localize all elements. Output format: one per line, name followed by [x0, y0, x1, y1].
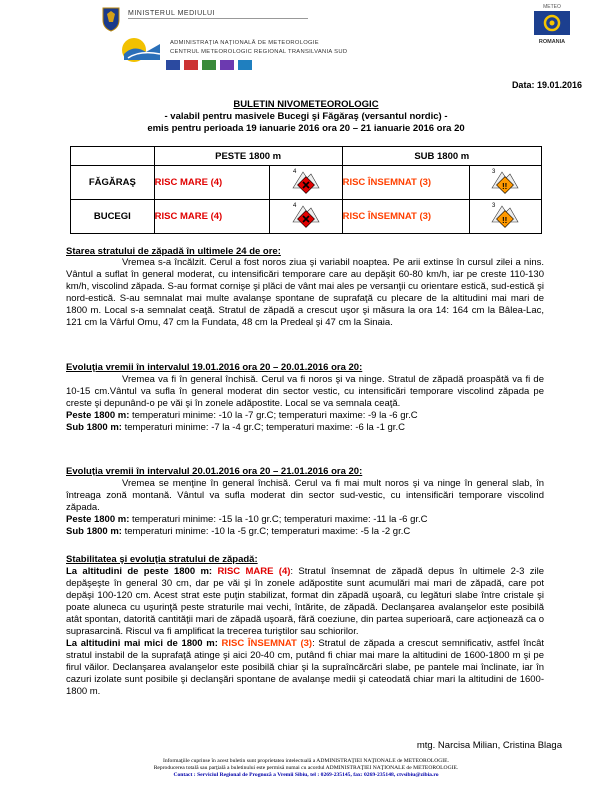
svg-text:3: 3: [492, 203, 496, 209]
svg-text:4: 4: [292, 203, 297, 209]
partner-logo-icon: [220, 60, 234, 70]
ministry-name: MINISTERUL MEDIULUI: [128, 10, 216, 17]
anm-logo-icon: [120, 34, 162, 66]
risk-icon-cell: [469, 166, 541, 200]
svg-text:4: 4: [292, 169, 297, 175]
col-below-1800: SUB 1800 m: [342, 147, 541, 166]
massif-fagaras: FĂGĂRAŞ: [71, 166, 155, 200]
snow-state-paragraph: Vremea s-a încălzit. Cerul a fost noros ziua şi variabil noaptea. Pe arii extinse în cursul zilei a nins. Vântul a suflat în general moderat, cu intensificări temporare care au depăşit 60-80 km/h, iar pe creste 110-130 km/h, viscolind zăpada. S-au format cornişe şi plăci de vânt mai ales pe versanţii cu orientare estică, sud-estică şi nord-estică. S-au semnalat mai multe avalanşe spontane de suprafaţă cu plecare de la altitudini mai mari de 1800 m. Local s-a semnalat ceaţă. Stratul de zăpadă a crescut uşor şi măsura la ora 14: 164 cm la Bâlea-Lac, 121 cm la Vârful Omu, 47 cm la Fundata, 48 cm la Predeal şi 47 cm la Sinaia.: [66, 257, 544, 328]
section-snow-state-heading: Starea stratului de zăpadă în ultimele 24 de ore:: [66, 246, 281, 257]
footer: [0, 758, 612, 779]
romania-label: ROMANIA: [538, 39, 566, 45]
partner-logos: [166, 60, 252, 70]
massif-bucegi: BUCEGI: [71, 200, 155, 234]
altitude-label: Sub 1800 m:: [66, 422, 122, 433]
temperature-range: temperaturi minime: -10 la -7 gr.C; temperaturi maxime: -9 la -6 gr.C: [129, 410, 418, 421]
section-snow-state-text: [66, 257, 544, 329]
temperature-range: temperaturi minime: -15 la -10 gr.C; temperaturi maxime: -11 la -6 gr.C: [129, 514, 428, 525]
svg-text:!!: !!: [502, 216, 508, 225]
risk-level-above: RISC MARE (4): [154, 166, 270, 200]
section-forecast-2-heading: Evoluţia vremii în intervalul 20.01.2016 ora 20 – 21.01.2016 ora 20:: [66, 466, 363, 477]
signature: mtg. Narcisa Milian, Cristina Blaga: [416, 740, 562, 751]
avalanche-risk-3-icon: [490, 200, 520, 230]
svg-text:!!: !!: [502, 182, 508, 191]
header-logos: [100, 4, 460, 82]
forecast-1-paragraph: Vremea va fi în general închisă. Cerul va fi noros şi va ninge. Stratul de zăpadă proaspătă va fi de 10-15 cm.Vântul va sufla în general moderat din sector vestic, cu intensificări temporare viscolind zăpada pe creste şi depunând-o pe văi şi în zonele adăpostite. Local se va semnala ceaţă.: [66, 374, 544, 409]
table-row: [71, 166, 542, 200]
meteo-romania-icon: [533, 10, 571, 36]
avalanche-risk-3-icon: [490, 166, 520, 196]
temperature-range: temperaturi minime: -10 la -5 gr.C; temperaturi maxime: -5 la -2 gr.C: [121, 526, 411, 537]
footer-contact: Contact : Serviciul Regional de Prognoză a Vremii Sibiu, tel : 0269-235145, fax: 0269-235148, ctvsibiu@zibia.ro: [173, 772, 439, 778]
altitude-label: La altitudini de peste 1800 m:: [66, 566, 213, 577]
risk-icon-cell: [270, 166, 342, 200]
altitude-label: Peste 1800 m:: [66, 514, 130, 525]
bulletin-subtitle: - valabil pentru masivele Bucegi şi Făgăraş (versantul nordic) -: [164, 111, 448, 122]
regional-center-name: CENTRUL METEOROLOGIC REGIONAL TRANSILVANIA SUD: [170, 49, 348, 55]
risk-badge-high: RISC MARE (4): [217, 566, 291, 577]
bulletin-period: emis pentru perioada 19 ianuarie 2016 ora 20 – 21 ianuarie 2016 ora 20: [147, 123, 465, 134]
stability-above: [66, 566, 544, 638]
meteo-caption: METEO: [543, 4, 561, 10]
stability-below: [66, 638, 544, 698]
section-forecast-1-text: [66, 374, 544, 434]
stability-below-text: : Stratul de zăpada a crescut semnificativ, astfel încât stratul instabil de la suprafaţă atinge şi aici 20-40 cm, putând fi chiar mai mare la altitudini de 1600-1800 m şi pe firul văilor. Declanşarea avalanşelor este posibilă chiar şi la supraîncărcări slabe, pe pantele mai înclinate, iar în cazuri izolate sunt posibile şi declanşări spontane de avalanşe medii şi cateodată chiar mari la altitudini de 1600-1800 m.: [66, 638, 544, 697]
avalanche-risk-4-icon: [291, 166, 321, 196]
forecast-2-paragraph: Vremea se menţine în general închisă. Cerul va fi mai mult noros şi va ninge în general slab, în întreaga zonă montană. Vântul va sufla moderat din sector sud-vestic, cu intensificări temporare viscolind zăpada.: [66, 478, 544, 513]
risk-table: [70, 146, 542, 234]
stability-above-text: : Stratul însemnat de zăpadă depus în ultimele 2-3 zile depăşeşte în general 30 cm, dar pe văi şi în zonele adăpostite sunt acumulări mai mari de zăpadă, care pot depăşi 100-120 cm. Acest strat este puţin stabilizat, format din zăpadă uşoară, cu legături slabe între cristale şi poate aluneca cu uşurinţă peste straturile mai vechi, întărite, de zăpadă. Declanşarea avalanşelor este posibilă atât spontan, datorită cantităţii mari de zăpadă uşoară, fără coeziune, din partea superioară, care acţionează ca o suprasarcină. Riscul va fi amplificat la trecerea turiştilor sau schiorilor.: [66, 566, 545, 637]
table-row: [71, 200, 542, 234]
bulletin-title: BULETIN NIVOMETEOROLOGIC: [233, 99, 379, 110]
risk-level-below: RISC ÎNSEMNAT (3): [342, 166, 469, 200]
forecast-2-below: [66, 526, 544, 538]
footer-copyright: Informaţiile cuprinse în acest buletin sunt proprietatea intelectuală a ADMINISTRAŢIEI NAŢIONALE de METEOROLOGIE.: [163, 758, 449, 764]
header-divider: [128, 18, 308, 19]
partner-logo-icon: [202, 60, 216, 70]
svg-text:3: 3: [492, 169, 496, 175]
partner-logo-icon: [238, 60, 252, 70]
empty-header-cell: [71, 147, 155, 166]
risk-level-above: RISC MARE (4): [154, 200, 270, 234]
avalanche-risk-4-icon: [291, 200, 321, 230]
romania-crest-icon: [100, 6, 122, 32]
altitude-label: Sub 1800 m:: [66, 526, 122, 537]
temperature-range: temperaturi minime: -7 la -4 gr.C; temperaturi maxime: -6 la -1 gr.C: [121, 422, 405, 433]
risk-badge-moderate: RISC ÎNSEMNAT (3): [221, 638, 313, 649]
risk-icon-cell: [469, 200, 541, 234]
col-above-1800: PESTE 1800 m: [154, 147, 342, 166]
partner-logo-icon: [184, 60, 198, 70]
section-forecast-2-text: [66, 478, 544, 538]
forecast-1-above: [66, 410, 544, 422]
altitude-label: Peste 1800 m:: [66, 410, 130, 421]
risk-icon-cell: [270, 200, 342, 234]
forecast-1-below: [66, 422, 544, 434]
forecast-2-above: [66, 514, 544, 526]
anm-name: ADMINISTRAȚIA NAȚIONALĂ DE METEOROLOGIE: [170, 40, 319, 46]
meteo-romania-logo: [522, 4, 582, 66]
risk-table-header: [71, 147, 542, 166]
risk-level-below: RISC ÎNSEMNAT (3): [342, 200, 469, 234]
altitude-label: La altitudini mai mici de 1800 m:: [66, 638, 218, 649]
section-stability-text: [66, 566, 544, 698]
section-stability-heading: Stabilitatea şi evoluţia stratului de zăpadă:: [66, 554, 258, 565]
section-forecast-1-heading: Evoluţia vremii în intervalul 19.01.2016 ora 20 – 20.01.2016 ora 20:: [66, 362, 363, 373]
partner-logo-icon: [166, 60, 180, 70]
footer-reproduction: Reproducerea totală sau parţială a buletinului este permisă numai cu acordul ADMINISTRAŢIEI NAŢIONALE de METEOROLOGIE.: [153, 765, 459, 771]
bulletin-date: Data: 19.01.2016: [511, 80, 582, 90]
